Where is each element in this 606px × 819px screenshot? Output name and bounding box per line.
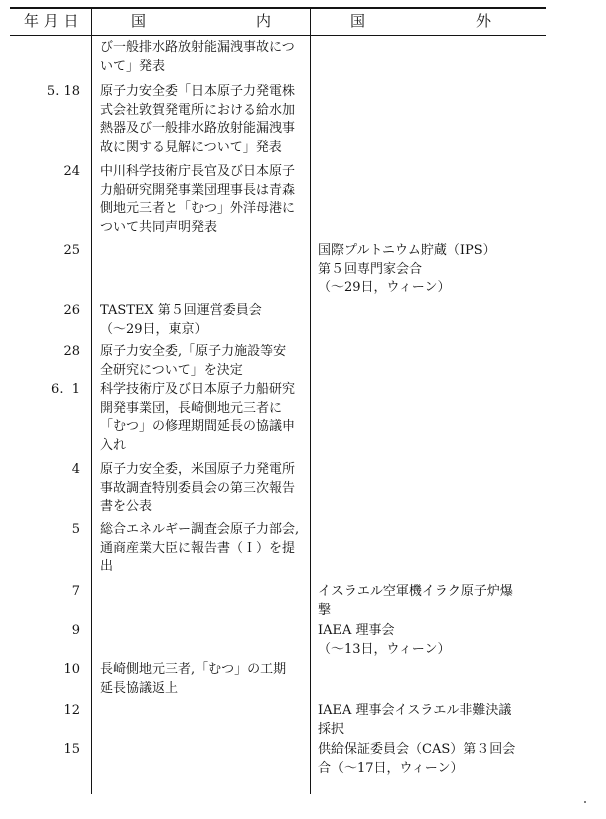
- entry-date: 26: [63, 303, 80, 318]
- entry-date: 7: [71, 584, 80, 599]
- entry-date: 9: [71, 623, 80, 638]
- entry-date: 12: [63, 703, 80, 718]
- entry-international: 国際プルトニウム貯蔵（IPS） 第５回専門家会合 （～29日，ウィーン）: [318, 243, 496, 296]
- entry-date: 4: [71, 462, 80, 477]
- scan-speck: [584, 801, 586, 803]
- entry-date: 15: [63, 742, 80, 757]
- entry-domestic: び一般排水路放射能漏洩事故につ いて」発表: [100, 40, 295, 74]
- entry-domestic: 総合エネルギー調査会原子力部会, 通商産業大臣に報告書（Ｉ）を提 出: [100, 522, 300, 575]
- entry-international: イスラエル空軍機イラク原子炉爆 撃: [318, 584, 513, 618]
- entry-domestic: 原子力安全委,「原子力施設等安 全研究について」を決定: [100, 344, 287, 378]
- column-divider-domestic: [310, 8, 311, 794]
- column-divider-date: [91, 8, 92, 794]
- entry-domestic: TASTEX 第５回運営委員会 （～29日，東京）: [100, 303, 262, 337]
- entry-international: IAEA 理事会 （～13日，ウィーン）: [318, 623, 451, 657]
- entry-domestic: 長崎側地元三者,「むつ」の工期 延長協議返上: [100, 662, 287, 696]
- entry-date: 28: [63, 344, 80, 359]
- entry-date: 10: [63, 662, 80, 677]
- entry-domestic: 原子力安全委「日本原子力発電株 式会社敦賀発電所における給水加 熱器及び一般排水路放射能漏洩事 故に関する見解について」発表: [100, 84, 296, 155]
- header-intl-left: 国: [350, 12, 366, 30]
- entry-date: 5. 18: [46, 84, 80, 99]
- entry-date: 25: [63, 243, 80, 258]
- header-domestic-right: 内: [256, 12, 272, 30]
- entry-date: 24: [63, 164, 80, 179]
- entry-date: 6. 1: [51, 382, 80, 397]
- header-intl-right: 外: [476, 12, 492, 30]
- entry-domestic: 原子力安全委，米国原子力発電所 事故調査特別委員会の第三次報告 書を公表: [100, 462, 296, 515]
- entry-international: 供給保証委員会（CAS）第３回会 合（～17日，ウィーン）: [318, 742, 516, 776]
- entry-date: 5: [71, 522, 80, 537]
- entry-domestic: 科学技術庁及び日本原子力船研究 開発事業団，長崎側地元三者に 「むつ」の修理期間延長の協議申 入れ: [100, 382, 296, 453]
- header-date: 年 月 日: [24, 12, 79, 30]
- entry-domestic: 中川科学技術庁長官及び日本原子 力船研究開発事業団理事長は青森 側地元三者と「むつ」外洋母港に ついて共同声明発表: [100, 164, 296, 235]
- header-domestic-left: 国: [131, 12, 147, 30]
- entry-international: IAEA 理事会イスラエル非難決議 採択: [318, 703, 512, 737]
